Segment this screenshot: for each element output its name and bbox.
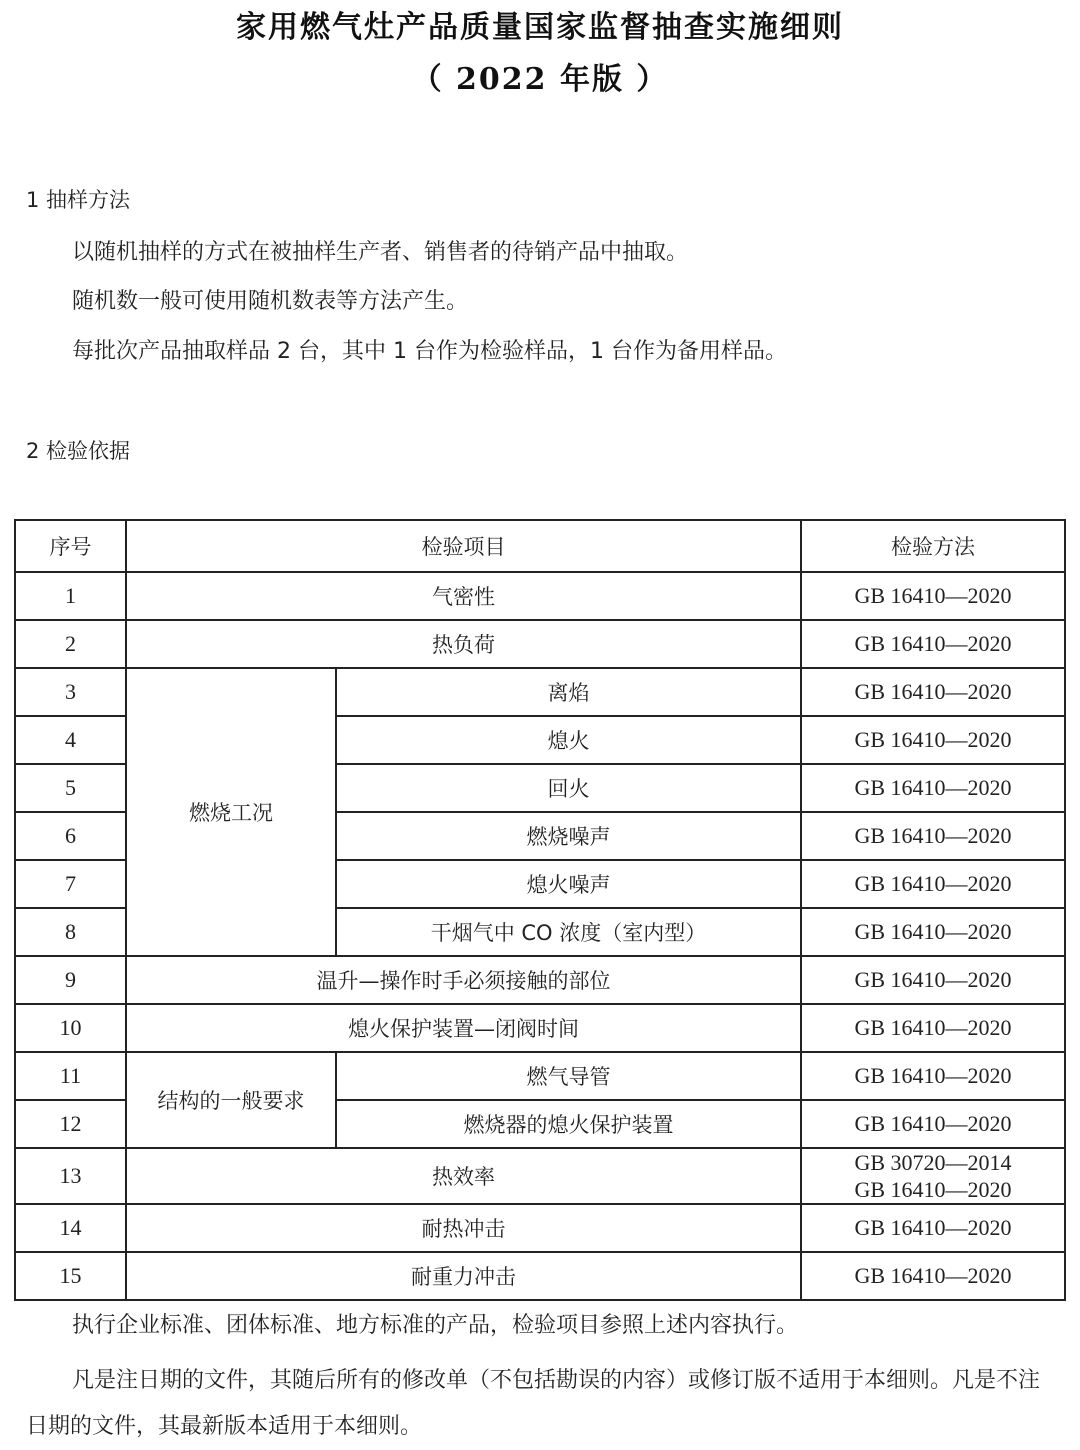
row-item: 离焰 [336, 668, 801, 716]
row-no: 3 [15, 668, 126, 716]
row-method: GB 16410—2020 [801, 572, 1065, 620]
row-item: 熄火噪声 [336, 860, 801, 908]
table-row [15, 620, 1065, 668]
row-item: 燃烧器的熄火保护装置 [336, 1100, 801, 1148]
row-method: GB 16410—2020 [801, 860, 1065, 908]
row-item: 热效率 [126, 1148, 801, 1204]
row-no: 8 [15, 908, 126, 956]
row-item: 熄火 [336, 716, 801, 764]
table-header-row [15, 520, 1065, 572]
row-item: 温升—操作时手必须接触的部位 [126, 956, 801, 1004]
row-method: GB 16410—2020 [801, 1204, 1065, 1252]
table-row [15, 1052, 1065, 1100]
row-no: 1 [15, 572, 126, 620]
row-no: 2 [15, 620, 126, 668]
note-paragraph: 凡是注日期的文件，其随后所有的修改单（不包括勘误的内容）或修订版不适用于本细则。凡是不注日期的文件，其最新版本适用于本细则。 [26, 1368, 1041, 1439]
table-row [15, 956, 1065, 1004]
row-method: GB 16410—2020 [801, 908, 1065, 956]
row-no: 11 [15, 1052, 126, 1100]
row-method: GB 16410—2020 [801, 1004, 1065, 1052]
row-no: 15 [15, 1252, 126, 1300]
row-no: 4 [15, 716, 126, 764]
paragraph: 以随机抽样的方式在被抽样生产者、销售者的待销产品中抽取。 [72, 240, 689, 265]
row-item: 回火 [336, 764, 801, 812]
table-row [15, 668, 1065, 716]
row-item: 耐重力冲击 [126, 1252, 801, 1300]
row-method: GB 16410—2020 [801, 1100, 1065, 1148]
row-method: GB 16410—2020 [801, 668, 1065, 716]
row-method: GB 16410—2020 [801, 764, 1065, 812]
row-no: 12 [15, 1100, 126, 1148]
row-no: 13 [15, 1148, 126, 1204]
header-no: 序号 [15, 520, 126, 572]
row-no: 5 [15, 764, 126, 812]
row-no: 10 [15, 1004, 126, 1052]
table-row [15, 572, 1065, 620]
paragraph: 随机数一般可使用随机数表等方法产生。 [72, 289, 469, 314]
row-item: 气密性 [126, 572, 801, 620]
document-edition: （ 2022 年版 ） [411, 62, 669, 97]
row-no: 7 [15, 860, 126, 908]
row-method: GB 16410—2020 [801, 620, 1065, 668]
row-method: GB 16410—2020 [801, 812, 1065, 860]
row-no: 6 [15, 812, 126, 860]
row-method: GB 16410—2020 [801, 1252, 1065, 1300]
group-label-combustion: 燃烧工况 [126, 668, 336, 956]
inspection-table [14, 519, 1066, 1301]
table-row [15, 1252, 1065, 1300]
table-row [15, 1148, 1065, 1204]
header-method: 检验方法 [801, 520, 1065, 572]
row-method: GB 30720—2014 [854, 1150, 1012, 1175]
header-item: 检验项目 [126, 520, 801, 572]
row-item: 热负荷 [126, 620, 801, 668]
table-row [15, 1204, 1065, 1252]
row-item: 燃烧噪声 [336, 812, 801, 860]
paragraph: 每批次产品抽取样品 2 台，其中 1 台作为检验样品，1 台作为备用样品。 [72, 339, 787, 364]
row-item: 熄火保护装置—闭阀时间 [126, 1004, 801, 1052]
row-item: 干烟气中 CO 浓度（室内型） [336, 908, 801, 956]
row-item: 耐热冲击 [126, 1204, 801, 1252]
table-row [15, 1004, 1065, 1052]
row-method: GB 16410—2020 [801, 716, 1065, 764]
section-heading-basis: 2 检验依据 [26, 439, 131, 463]
group-label-structure: 结构的一般要求 [126, 1052, 336, 1148]
row-no: 14 [15, 1204, 126, 1252]
note-paragraph: 执行企业标准、团体标准、地方标准的产品，检验项目参照上述内容执行。 [72, 1313, 799, 1338]
row-method-secondary: GB 16410—2020 [854, 1177, 1012, 1202]
row-method-multi [801, 1148, 1065, 1204]
section-heading-sampling: 1 抽样方法 [26, 188, 131, 212]
document-title: 家用燃气灶产品质量国家监督抽查实施细则 [236, 10, 844, 45]
row-item: 燃气导管 [336, 1052, 801, 1100]
row-method: GB 16410—2020 [801, 956, 1065, 1004]
row-no: 9 [15, 956, 126, 1004]
row-method: GB 16410—2020 [801, 1052, 1065, 1100]
